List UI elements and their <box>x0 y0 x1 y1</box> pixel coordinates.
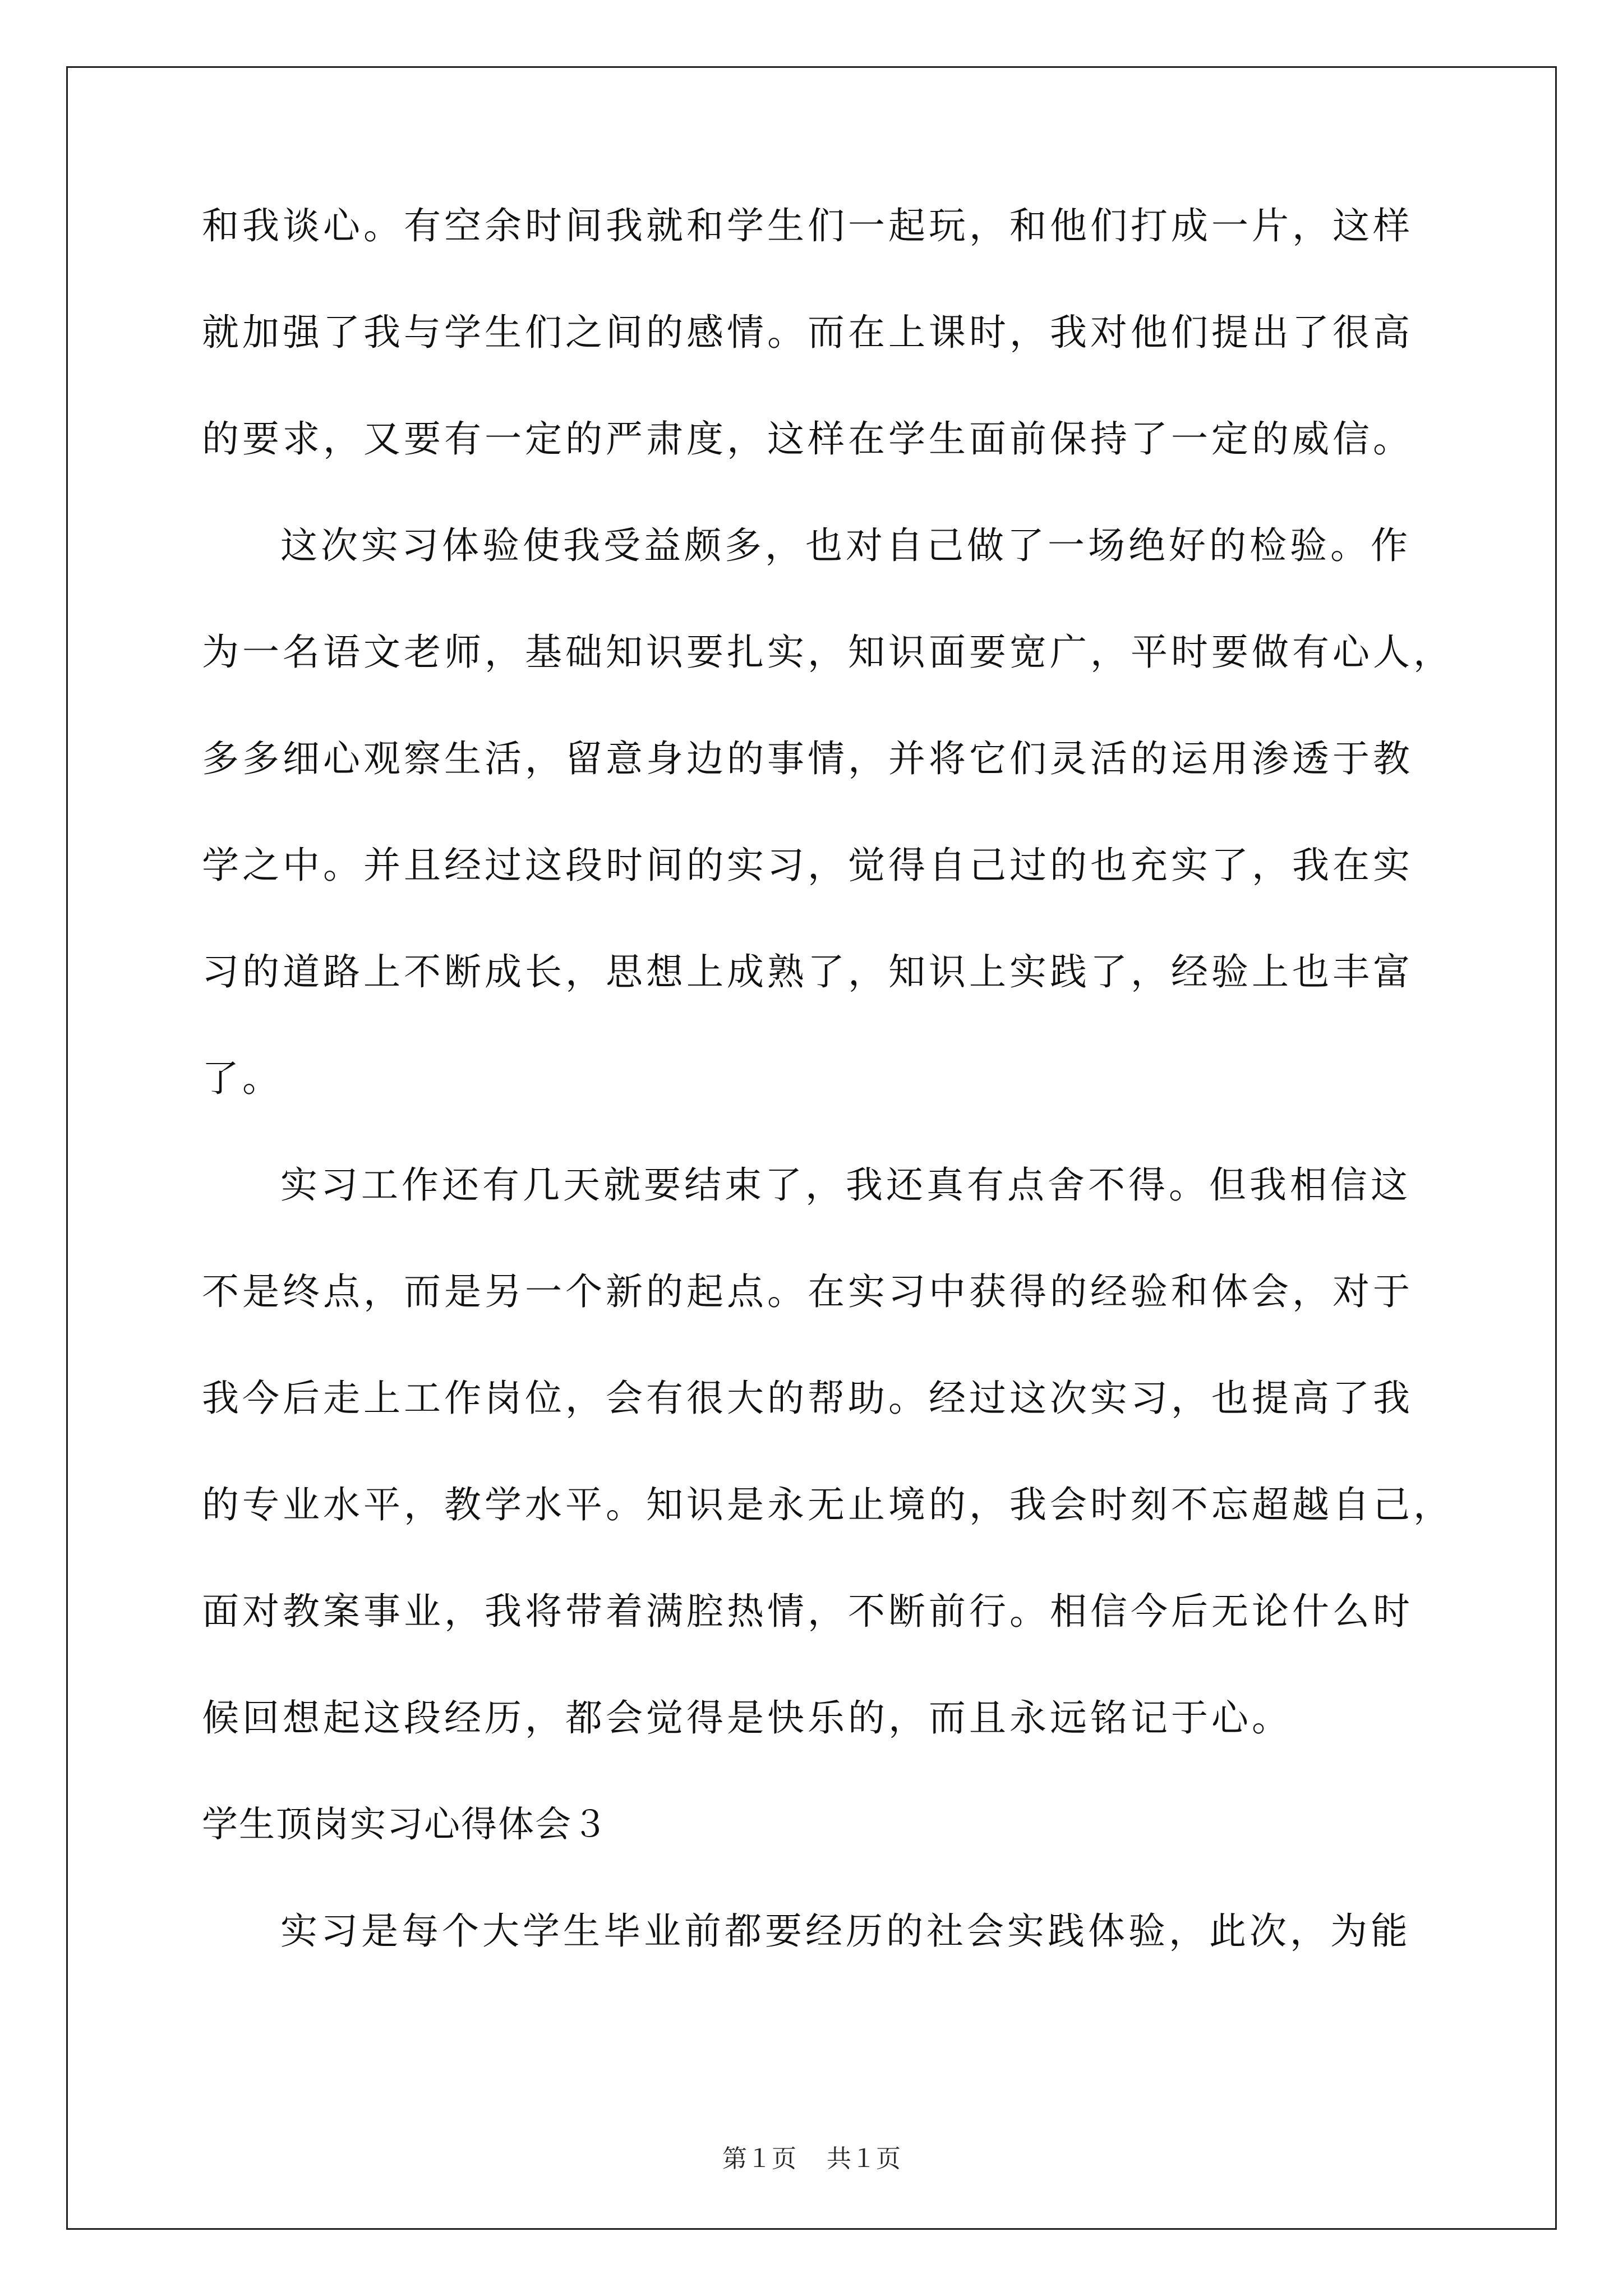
text-line: 习的道路上不断成长，思想上成熟了，知识上实践了，经验上也丰富 <box>202 950 1413 993</box>
text-line: 候回想起这段经历，都会觉得是快乐的，而且永远铭记于心。 <box>202 1696 1292 1740</box>
text-line: 为一名语文老师，基础知识要扎实，知识面要宽广，平时要做有心人， <box>202 631 1454 674</box>
paragraph-start-line: 实习是每个大学生毕业前都要经历的社会实践体验，此次，为能 <box>280 1910 1411 1953</box>
page-total: 共１页 <box>827 2145 901 2173</box>
text-line: 的要求，又要有一定的严肃度，这样在学生面前保持了一定的威信。 <box>202 417 1413 461</box>
text-line: 多多细心观察生活，留意身边的事情，并将它们灵活的运用渗透于教 <box>202 737 1413 780</box>
text-line: 就加强了我与学生们之间的感情。而在上课时，我对他们提出了很高 <box>202 311 1413 354</box>
text-line: 我今后走上工作岗位，会有很大的帮助。经过这次实习，也提高了我 <box>202 1377 1413 1420</box>
text-line: 学之中。并且经过这段时间的实习，觉得自己过的也充实了，我在实 <box>202 844 1413 887</box>
text-line: 不是终点，而是另一个新的起点。在实习中获得的经验和体会，对于 <box>202 1270 1413 1313</box>
page-number: 第１页 <box>722 2145 796 2173</box>
paragraph-start-line: 这次实习体验使我受益颇多，也对自己做了一场绝好的检验。作 <box>280 524 1411 567</box>
text-line: 的专业水平，教学水平。知识是永无止境的，我会时刻不忘超越自己， <box>202 1483 1454 1526</box>
text-line: 了。 <box>202 1057 283 1100</box>
document-body <box>202 204 1454 2019</box>
paragraph-start-line: 实习工作还有几天就要结束了，我还真有点舍不得。但我相信这 <box>280 1163 1411 1207</box>
page-footer <box>0 2138 1623 2174</box>
section-heading: 学生顶岗实习心得体会３ <box>202 1804 609 1846</box>
text-line: 和我谈心。有空余时间我就和学生们一起玩，和他们打成一片，这样 <box>202 204 1413 247</box>
text-line: 面对教案事业，我将带着满腔热情，不断前行。相信今后无论什么时 <box>202 1590 1413 1633</box>
